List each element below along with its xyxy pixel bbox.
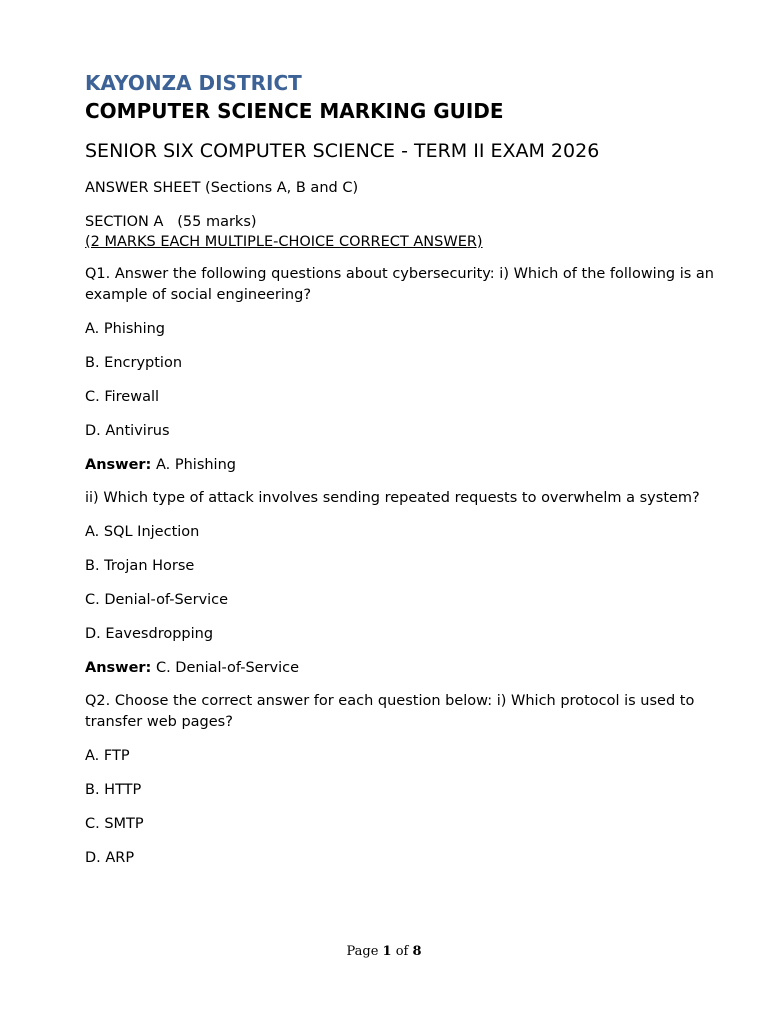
answer-sheet-label: ANSWER SHEET (Sections A, B and C) [85, 180, 359, 196]
page-word: Page [346, 944, 379, 959]
section-a-marks-note: (2 MARKS EACH MULTIPLE-CHOICE CORRECT ANSWER) [85, 234, 483, 250]
page-number: 1 [382, 944, 392, 959]
q1-option-c: C. Firewall [85, 389, 160, 405]
guide-title: COMPUTER SCIENCE MARKING GUIDE [85, 99, 504, 123]
page-footer [0, 943, 768, 961]
page-total: 8 [412, 944, 422, 959]
q2-option-b: B. HTTP [85, 782, 142, 798]
q1-option-a: A. Phishing [85, 321, 166, 337]
answer-value: C. Denial-of-Service [151, 660, 300, 676]
answer-label: Answer: [85, 457, 152, 473]
q1-sub2-option-a: A. SQL Injection [85, 524, 200, 540]
q2-option-c: C. SMTP [85, 816, 144, 832]
q1-question: Q1. Answer the following questions about cybersecurity: i) Which of the following is an example of social engineering? [85, 266, 714, 303]
q1-sub2-answer [85, 658, 725, 679]
q1-sub2-option-b: B. Trojan Horse [85, 558, 195, 574]
q2-option-a: A. FTP [85, 748, 130, 764]
of-word: of [395, 944, 409, 959]
q2-question: Q2. Choose the correct answer for each question below: i) Which protocol is used to transfer web pages? [85, 693, 695, 730]
q1-sub2-option-c: C. Denial-of-Service [85, 592, 229, 608]
answer-label: Answer: [85, 660, 152, 676]
answer-value: A. Phishing [151, 457, 236, 473]
district-heading: KAYONZA DISTRICT [85, 71, 302, 95]
q1-option-d: D. Antivirus [85, 423, 170, 439]
q1-answer [85, 455, 725, 476]
q2-option-d: D. ARP [85, 850, 135, 866]
q1-sub2-question: ii) Which type of attack involves sending repeated requests to overwhelm a system? [85, 490, 700, 506]
q1-sub2-option-d: D. Eavesdropping [85, 626, 214, 642]
section-a-title: SECTION A (55 marks) [85, 214, 257, 230]
document-page [85, 70, 725, 869]
exam-title: SENIOR SIX COMPUTER SCIENCE - TERM II EXAM 2026 [85, 140, 600, 162]
q1-option-b: B. Encryption [85, 355, 183, 371]
